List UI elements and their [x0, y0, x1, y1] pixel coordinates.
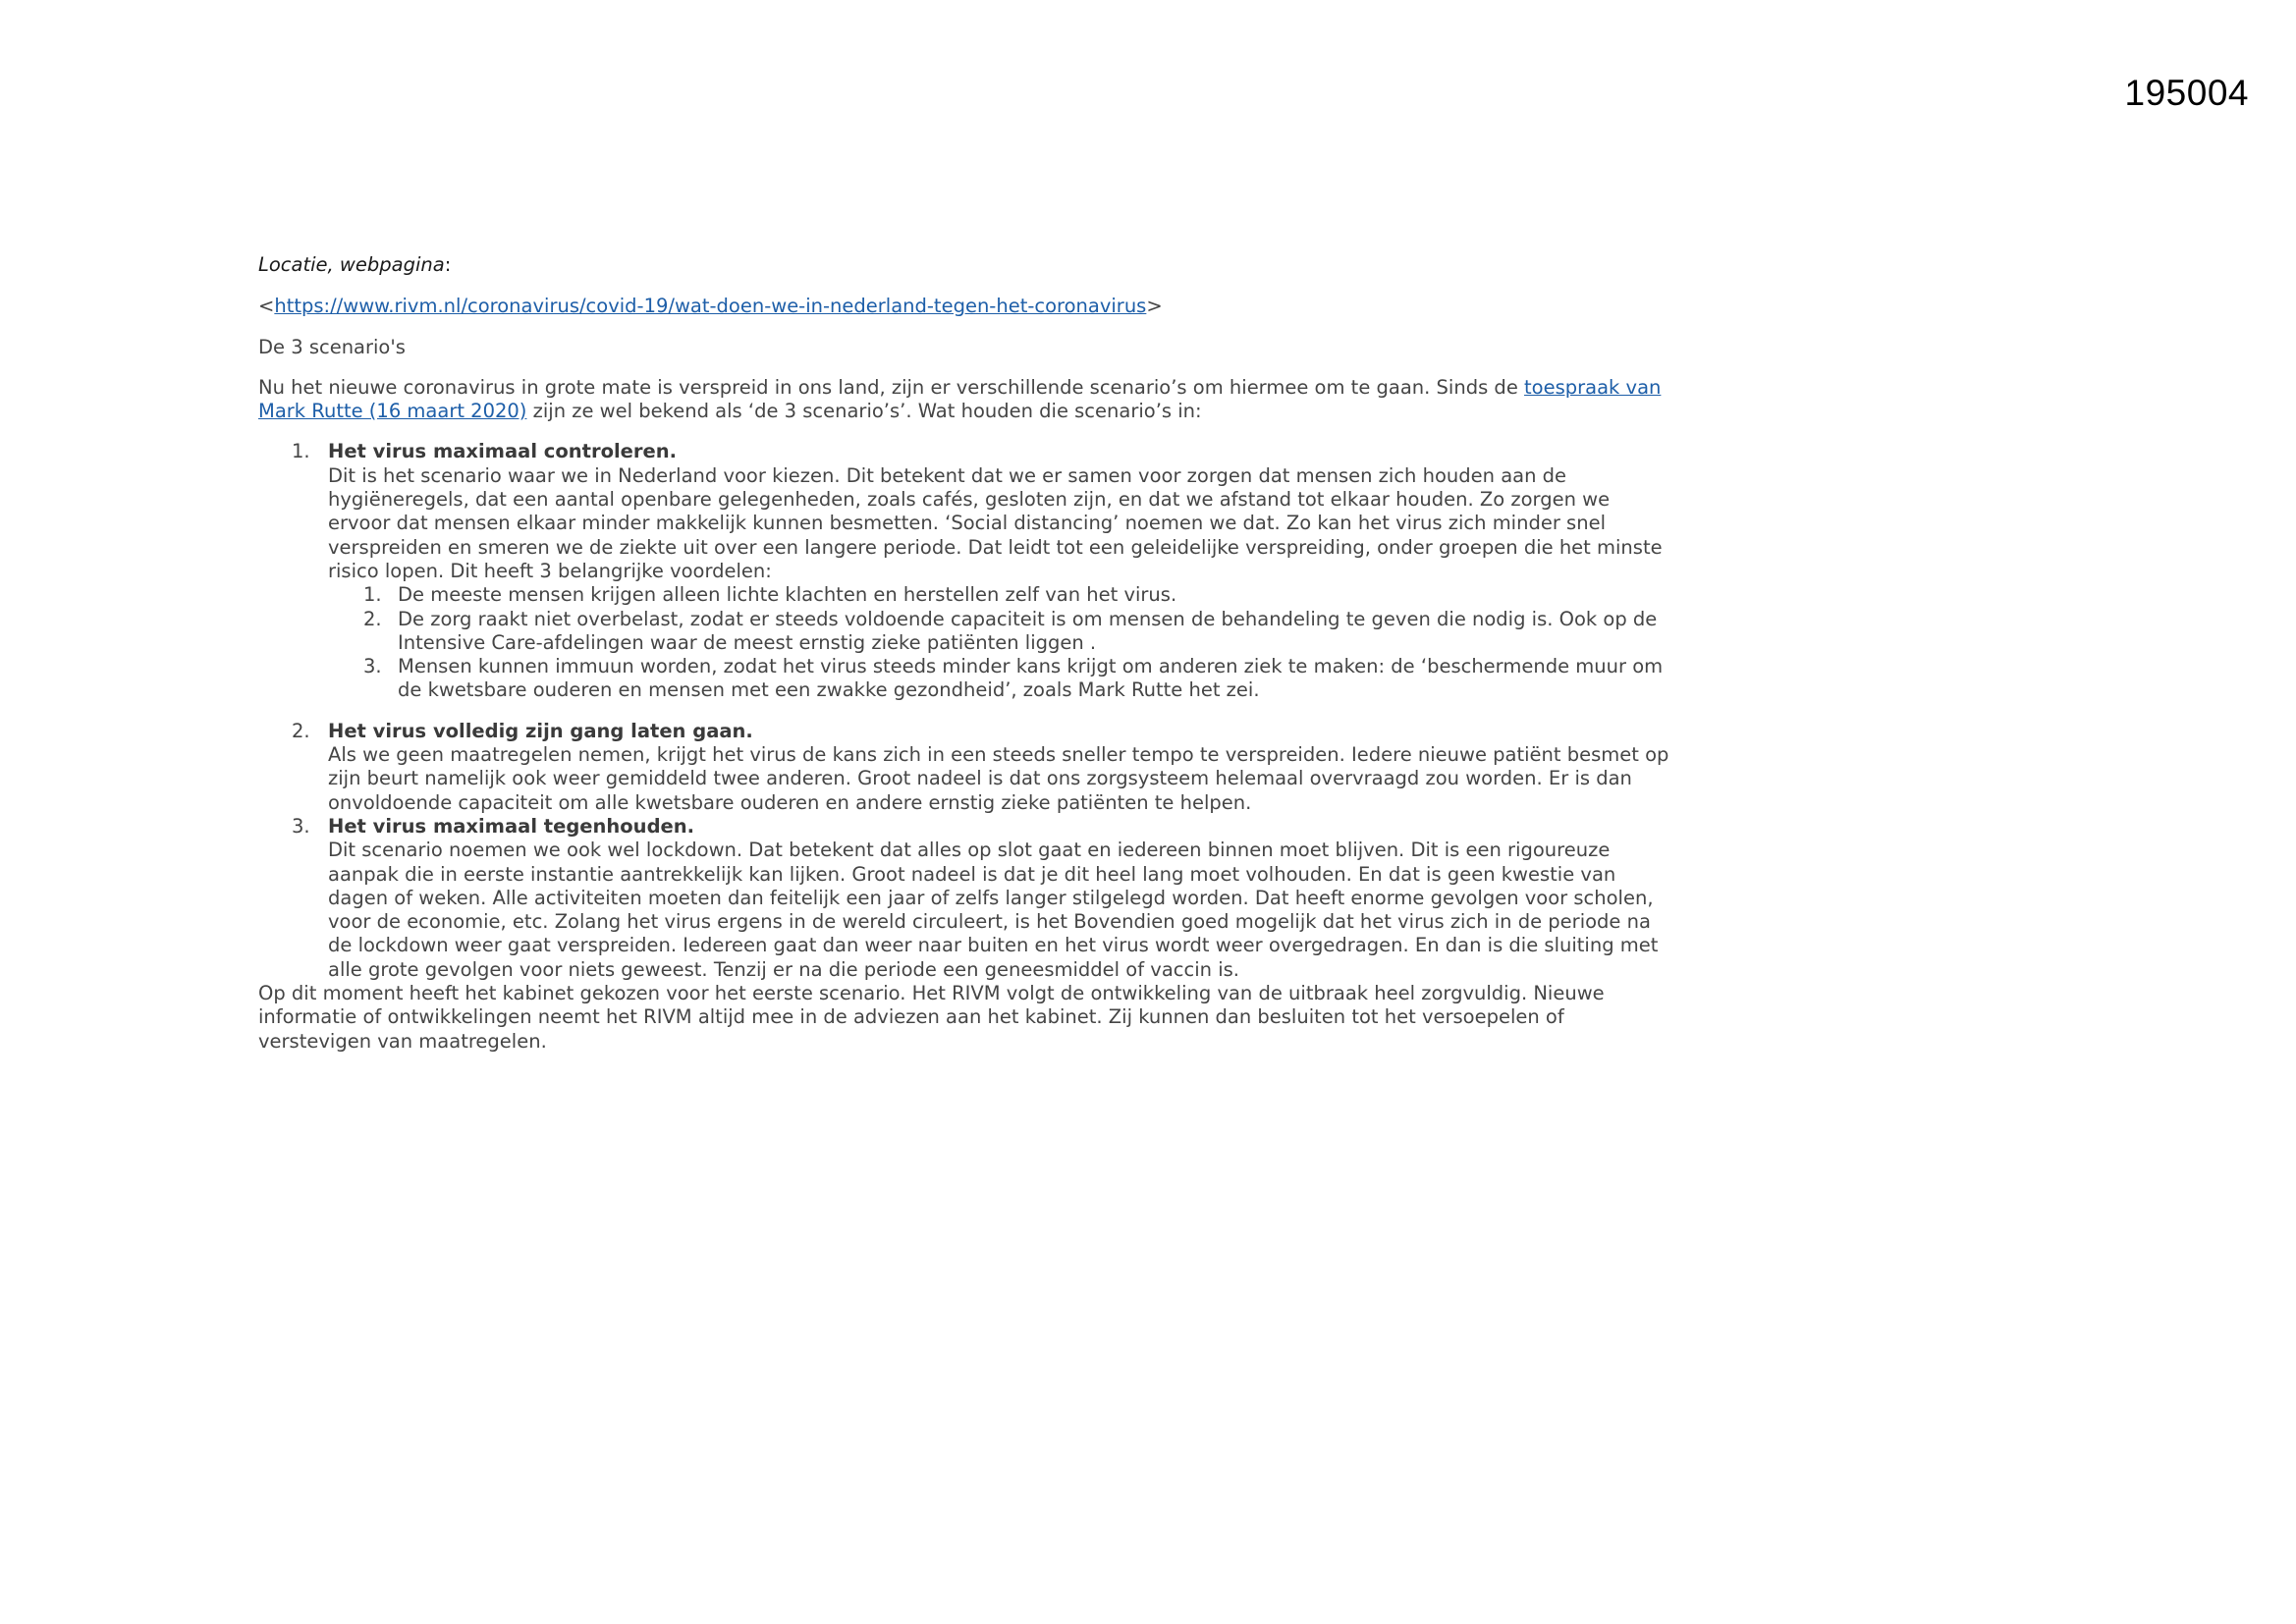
- scenario-item-3: [292, 814, 1672, 982]
- meta-colon: :: [444, 253, 452, 276]
- intro-text-before: Nu het nieuwe coronavirus in grote mate is verspreid in ons land, zijn er verschillende scenario’s om hiermee om te gaan. Sinds de: [258, 375, 1525, 399]
- closing-paragraph: Op dit moment heeft het kabinet gekozen voor het eerste scenario. Het RIVM volgt de ontwikkeling van de uitbraak heel zorgvuldig. Nieuwe informatie of ontwikkelingen neemt het RIVM altijd mee in de adviezen aan het kabinet. Zij kunnen dan besluiten tot het versoepelen of verstevigen van maatregelen.: [258, 982, 1605, 1053]
- scenario-title: Het virus maximaal tegenhouden.: [328, 814, 695, 838]
- benefit-text: De meeste mensen krijgen alleen lichte klachten en herstellen zelf van het virus.: [398, 583, 1177, 607]
- section-heading: De 3 scenario's: [258, 335, 406, 358]
- meta-label: Locatie, webpagina: [258, 253, 445, 276]
- intro-paragraph: [258, 376, 1672, 424]
- scenario-item-1: [292, 440, 1672, 702]
- benefit-text: Mensen kunnen immuun worden, zodat het virus steeds minder kans krijgt om anderen ziek te maken: de ‘beschermende muur om de kwetsbare ouderen en mensen met een zwakke gezondheid’, zoals Mark Rutte het zei.: [398, 655, 1664, 702]
- document-body: [258, 253, 1672, 1054]
- speech-link[interactable]: toespraak van Mark Rutte (16 maart 2020): [258, 375, 1662, 423]
- scenario-item-2: [292, 719, 1672, 815]
- benefit-text: De zorg raakt niet overbelast, zodat er steeds voldoende capaciteit is om mensen de behandeling te geven die nodig is. Ook op de Intensive Care-afdelingen waar de meest ernstig zieke patiënten liggen .: [398, 607, 1658, 654]
- url-close-bracket: >: [1146, 295, 1163, 318]
- scenario-title: Het virus volledig zijn gang laten gaan.: [328, 719, 753, 742]
- scenario-body: Dit scenario noemen we ook wel lockdown. Dat betekent dat alles op slot gaat en iedereen binnen moet blijven. Dit is een rigoureuze aanpak die in eerste instantie aantrekkelijk kan lijken. Groot nadeel is dat je dit heel lang moet volhouden. En dat is geen kwestie van dagen of weken. Alle activiteiten moeten dan feitelijk een jaar of zelfs langer stilgelegd worden. Dat heeft enorme gevolgen voor scholen, voor de economie, etc. Zolang het virus ergens in de wereld circuleert, is het Bovendien goed mogelijk dat het virus zich in de periode na de lockdown weer gaat verspreiden. Iedereen gaat dan weer naar buiten en het virus wordt weer overgedragen. En dan is die sluiting met alle grote gevolgen voor niets geweest. Tenzij er na die periode een geneesmiddel of vaccin is.: [328, 839, 1659, 981]
- benefit-number: 1.: [363, 583, 382, 607]
- benefit-item: [363, 607, 1672, 656]
- benefit-number: 2.: [363, 607, 382, 630]
- scenario-body: Als we geen maatregelen nemen, krijgt het virus de kans zich in een steeds sneller tempo te verspreiden. Iedere nieuwe patiënt besmet op zijn beurt namelijk ook weer gemiddeld twee anderen. Groot nadeel is dat ons zorgsysteem helemaal overvraagd zou worden. Er is dan onvoldoende capaciteit om alle kwetsbare ouderen en andere ernstig zieke patiënten te helpen.: [328, 743, 1669, 814]
- scenario-title: Het virus maximaal controleren.: [328, 440, 678, 463]
- meta-label-line: [258, 253, 1672, 277]
- scenario-number: 1.: [292, 440, 310, 463]
- scenario-number: 2.: [292, 719, 310, 742]
- source-url-link[interactable]: https://www.rivm.nl/coronavirus/covid-19/wat-doen-we-in-nederland-tegen-het-coronavirus: [274, 295, 1147, 318]
- benefit-item: [363, 583, 1672, 607]
- benefit-list: [328, 583, 1672, 702]
- intro-text-after: zijn ze wel bekend als ‘de 3 scenario’s’. Wat houden die scenario’s in:: [526, 400, 1202, 423]
- scenario-list: [258, 440, 1672, 982]
- url-open-bracket: <: [258, 295, 275, 318]
- scenario-number: 3.: [292, 814, 310, 838]
- scenario-body: Dit is het scenario waar we in Nederland voor kiezen. Dit betekent dat we er samen voor zorgen dat mensen zich houden aan de hygiëneregels, dat een aantal openbare gelegenheden, zoals cafés, gesloten zijn, en dat we afstand tot elkaar houden. Zo zorgen we ervoor dat mensen elkaar minder makkelijk kunnen besmetten. ‘Social distancing’ noemen we dat. Zo kan het virus zich minder snel verspreiden en smeren we de ziekte uit over een langere periode. Dat leidt tot een geleidelijke verspreiding, onder groepen die het minste risico lopen. Dit heeft 3 belangrijke voordelen:: [328, 463, 1663, 582]
- source-url-line: [258, 295, 1672, 318]
- benefit-number: 3.: [363, 655, 382, 678]
- document-id: 195004: [2124, 73, 2249, 113]
- benefit-item: [363, 655, 1672, 703]
